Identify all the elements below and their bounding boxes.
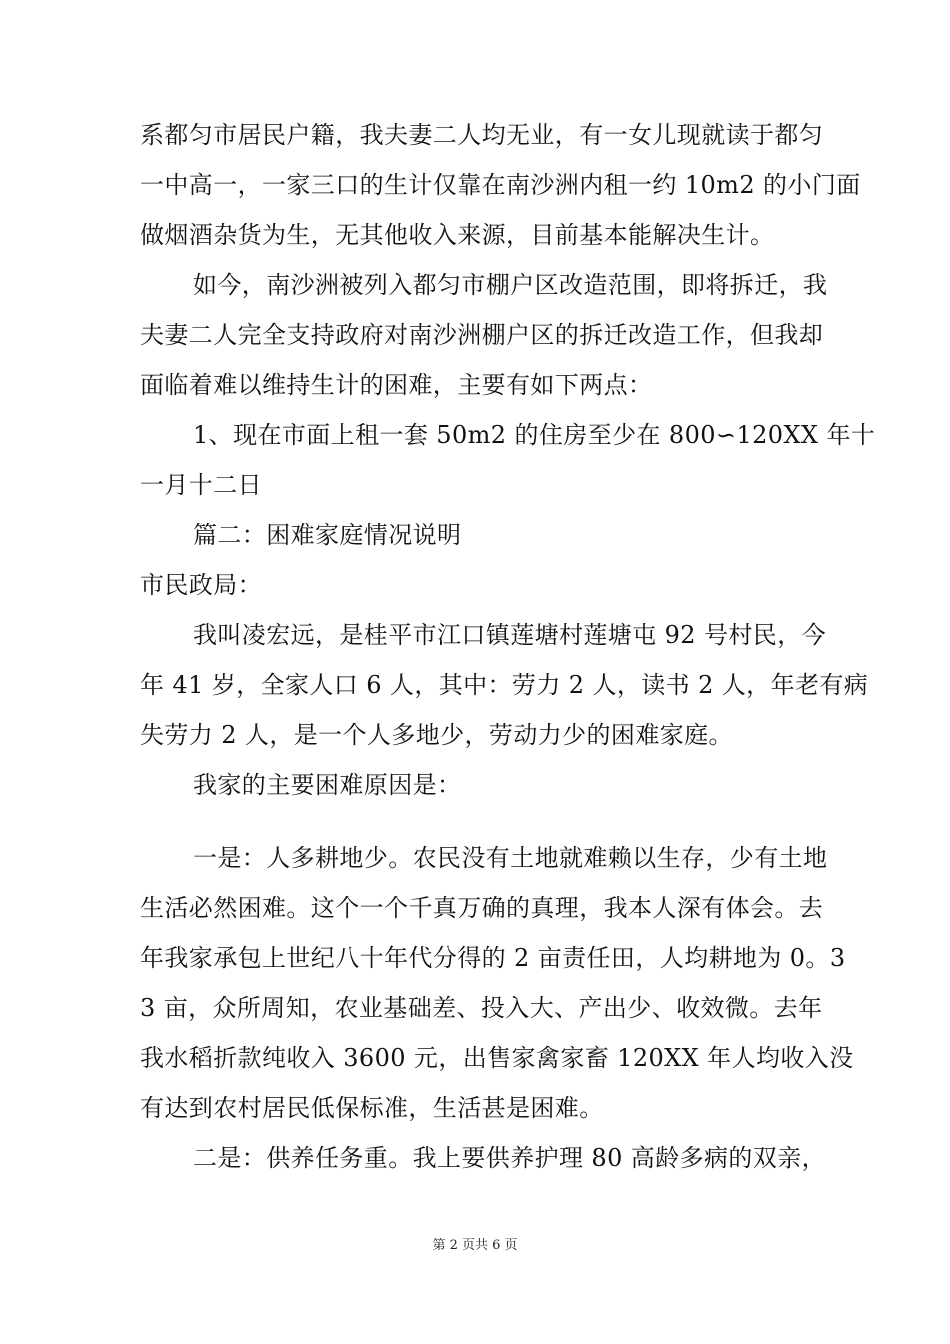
paragraph-start-line: 1、现在市面上租一套 50m2 的住房至少在 800∽120XX 年十 xyxy=(193,421,876,449)
section-heading: 篇二：困难家庭情况说明 xyxy=(193,521,462,549)
text-line: 有达到农村居民低保标准，生活甚是困难。 xyxy=(140,1094,604,1122)
paragraph-start-line: 我叫凌宏远，是桂平市江口镇莲塘村莲塘屯 92 号村民，今 xyxy=(193,621,826,649)
page-number-footer: 第 2 页共 6 页 xyxy=(432,1238,518,1253)
text-line: 失劳力 2 人，是一个人多地少，劳动力少的困难家庭。 xyxy=(140,721,733,749)
date-line: 一月十二日 xyxy=(140,471,262,499)
salutation: 市民政局： xyxy=(140,571,262,599)
text-line: 一中高一，一家三口的生计仅靠在南沙洲内租一约 10m2 的小门面 xyxy=(140,171,861,199)
paragraph-start-line: 我家的主要困难原因是： xyxy=(193,771,462,799)
paragraph-start-line: 二是：供养任务重。我上要供养护理 80 高龄多病的双亲， xyxy=(193,1144,826,1172)
text-line: 我水稻折款纯收入 3600 元，出售家禽家畜 120XX 年人均收入没 xyxy=(140,1044,854,1072)
paragraph-start-line: 如今，南沙洲被列入都匀市棚户区改造范围，即将拆迁，我 xyxy=(193,271,828,299)
text-line: 年 41 岁，全家人口 6 人，其中：劳力 2 人，读书 2 人，年老有病 xyxy=(140,671,869,699)
text-line: 面临着难以维持生计的困难，主要有如下两点： xyxy=(140,371,653,399)
text-line: 系都匀市居民户籍，我夫妻二人均无业，有一女儿现就读于都匀 xyxy=(140,121,824,149)
text-line: 夫妻二人完全支持政府对南沙洲棚户区的拆迁改造工作，但我却 xyxy=(140,321,824,349)
text-line: 做烟酒杂货为生，无其他收入来源，目前基本能解决生计。 xyxy=(140,221,775,249)
text-line: 3 亩，众所周知，农业基础差、投入大、产出少、收效微。去年 xyxy=(140,994,823,1022)
paragraph-start-line: 一是：人多耕地少。农民没有土地就难赖以生存，少有土地 xyxy=(193,844,828,872)
text-line: 生活必然困难。这个一个千真万确的真理，我本人深有体会。去 xyxy=(140,894,824,922)
text-line: 年我家承包上世纪八十年代分得的 2 亩责任田，人均耕地为 0。3 xyxy=(140,944,846,972)
